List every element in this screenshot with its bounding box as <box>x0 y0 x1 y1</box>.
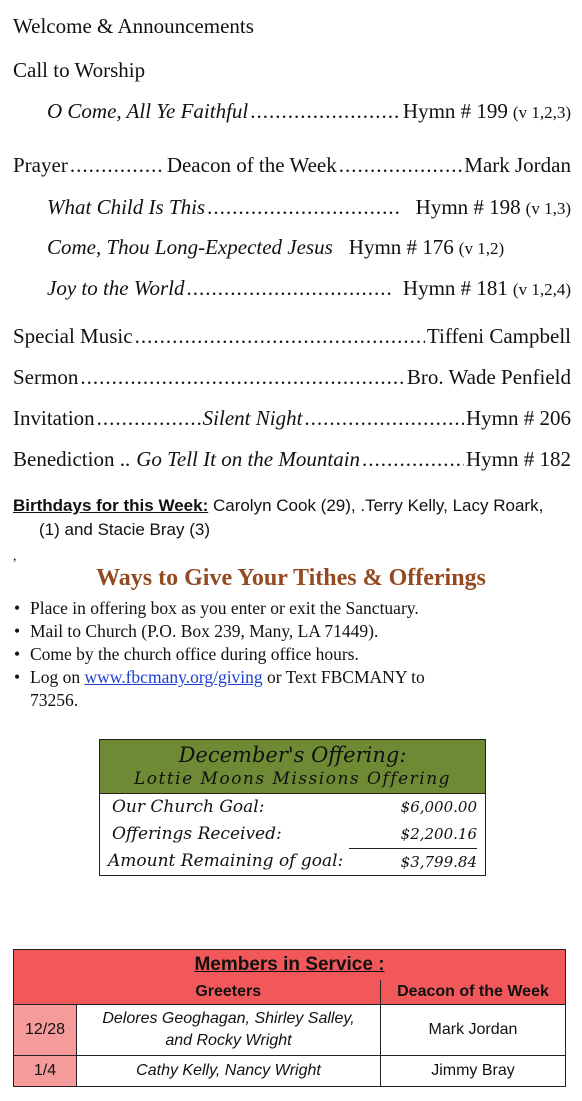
leader-dots <box>97 406 201 431</box>
offering-received-amount: $2,200.16 <box>400 825 477 843</box>
service-date: 12/28 <box>14 1005 77 1056</box>
list-item: • Place in offering box as you enter or exit the Sanctuary. <box>12 597 572 620</box>
leader-dots <box>339 153 463 178</box>
special-music-name: Tiffeni Campbell <box>426 324 571 348</box>
leader-dots <box>135 324 425 349</box>
sermon-label: Sermon <box>13 365 79 389</box>
offering-goal-label: Our Church Goal: <box>112 797 265 817</box>
benediction-hymn-title: Go Tell It on the Mountain <box>136 447 361 471</box>
hymn-row-3 <box>47 235 571 260</box>
benediction-row <box>13 447 571 472</box>
hymn-verses: (v 1,2,3) <box>512 103 571 122</box>
hymn-title: Joy to the World <box>47 276 185 300</box>
greeters-cell <box>77 1005 381 1056</box>
birthdays-names: Carolyn Cook (29), .Terry Kelly, Lacy Roark, <box>208 496 544 515</box>
birthdays-section <box>13 494 573 542</box>
offering-goal-amount: $6,000.00 <box>400 798 477 816</box>
giving-heading: Ways to Give Your Tithes & Offerings <box>96 565 486 591</box>
sermon-name: Bro. Wade Penfield <box>406 365 571 389</box>
special-music-row <box>13 324 571 349</box>
members-in-service-table <box>13 949 566 1087</box>
hymn-number: Hymn # 176 <box>348 235 454 259</box>
hymn-number: Hymn # 199 <box>402 99 508 123</box>
deacon-cell: Jimmy Bray <box>381 1056 566 1087</box>
leader-dots <box>304 406 464 431</box>
hymn-verses: (v 1,3) <box>525 199 571 218</box>
offering-goal-row <box>100 794 485 821</box>
deacon-cell: Mark Jordan <box>381 1005 566 1056</box>
list-item: • Come by the church office during office hours. <box>12 643 572 666</box>
greeters-line: and Rocky Wright <box>165 1032 292 1049</box>
leader-dots <box>186 276 390 301</box>
greeters-line: Delores Geoghagan, Shirley Salley, <box>102 1010 355 1027</box>
members-title-text: Members in Service : <box>194 954 385 975</box>
prayer-role: Deacon of the Week <box>166 153 337 177</box>
offering-remaining-amount: $3,799.84 <box>349 848 477 875</box>
deacon-header: Deacon of the Week <box>381 980 566 1005</box>
benediction-hymn-number: Hymn # 182 <box>466 447 571 471</box>
prayer-name: Mark Jordan <box>464 153 571 177</box>
hymn-row-2 <box>47 195 571 220</box>
offering-remaining-row <box>100 848 485 875</box>
call-to-worship-line: Call to Worship <box>13 58 146 82</box>
hymn-number: Hymn # 181 <box>402 276 508 300</box>
birthdays-label: Birthdays for this Week: <box>13 496 209 515</box>
table-row <box>14 1005 566 1056</box>
greeters-header: Greeters <box>77 980 381 1005</box>
offering-subtitle: Lottie Moons Missions Offering <box>133 769 452 789</box>
table-header <box>14 980 77 1005</box>
table-row <box>14 1056 566 1087</box>
benediction-label: Benediction .. <box>13 447 131 471</box>
leader-dots <box>80 365 405 390</box>
giving-link[interactable]: www.fbcmany.org/giving <box>84 667 263 687</box>
hymn-title: What Child Is This <box>47 195 206 219</box>
prayer-label: Prayer <box>13 153 68 177</box>
giving-text-number: 73256. <box>30 690 79 710</box>
hymn-number: Hymn # 198 <box>415 195 521 219</box>
invitation-hymn-title: Silent Night <box>202 406 303 430</box>
invitation-label: Invitation <box>13 406 95 430</box>
special-music-label: Special Music <box>13 324 133 348</box>
offering-header <box>100 740 485 794</box>
offering-received-label: Offerings Received: <box>112 824 282 844</box>
hymn-title: O Come, All Ye Faithful <box>47 99 249 123</box>
members-title <box>14 950 566 981</box>
giving-online-text: Log on <box>30 667 85 687</box>
list-item <box>12 666 572 712</box>
leader-dots <box>250 99 401 124</box>
offering-remaining-label: Amount Remaining of goal: <box>108 851 344 871</box>
invitation-hymn-number: Hymn # 206 <box>466 406 571 430</box>
hymn-row-4 <box>47 276 571 301</box>
hymn-verses: (v 1,2) <box>458 239 505 258</box>
hymn-row-1 <box>47 99 571 124</box>
welcome-line: Welcome & Announcements <box>13 14 254 38</box>
offering-title: December's Offering: <box>178 743 407 767</box>
greeters-cell: Cathy Kelly, Nancy Wright <box>77 1056 381 1087</box>
invitation-row <box>13 406 571 431</box>
offering-box <box>99 739 486 876</box>
leader-dots <box>207 195 402 220</box>
prayer-row <box>13 153 571 178</box>
sermon-row <box>13 365 571 390</box>
hymn-title: Come, Thou Long-Expected Jesus <box>47 235 333 259</box>
hymn-verses: (v 1,2,4) <box>512 280 571 299</box>
leader-dots <box>70 153 165 178</box>
offering-received-row <box>100 821 485 848</box>
birthdays-names-cont: (1) and Stacie Bray (3) <box>39 520 211 539</box>
giving-list <box>12 597 572 712</box>
leader-dots <box>362 447 464 472</box>
stray-comma: , <box>13 549 17 564</box>
list-item: • Mail to Church (P.O. Box 239, Many, LA 71449). <box>12 620 572 643</box>
giving-text-option: or Text FBCMANY to <box>262 667 425 687</box>
service-date: 1/4 <box>14 1056 77 1087</box>
